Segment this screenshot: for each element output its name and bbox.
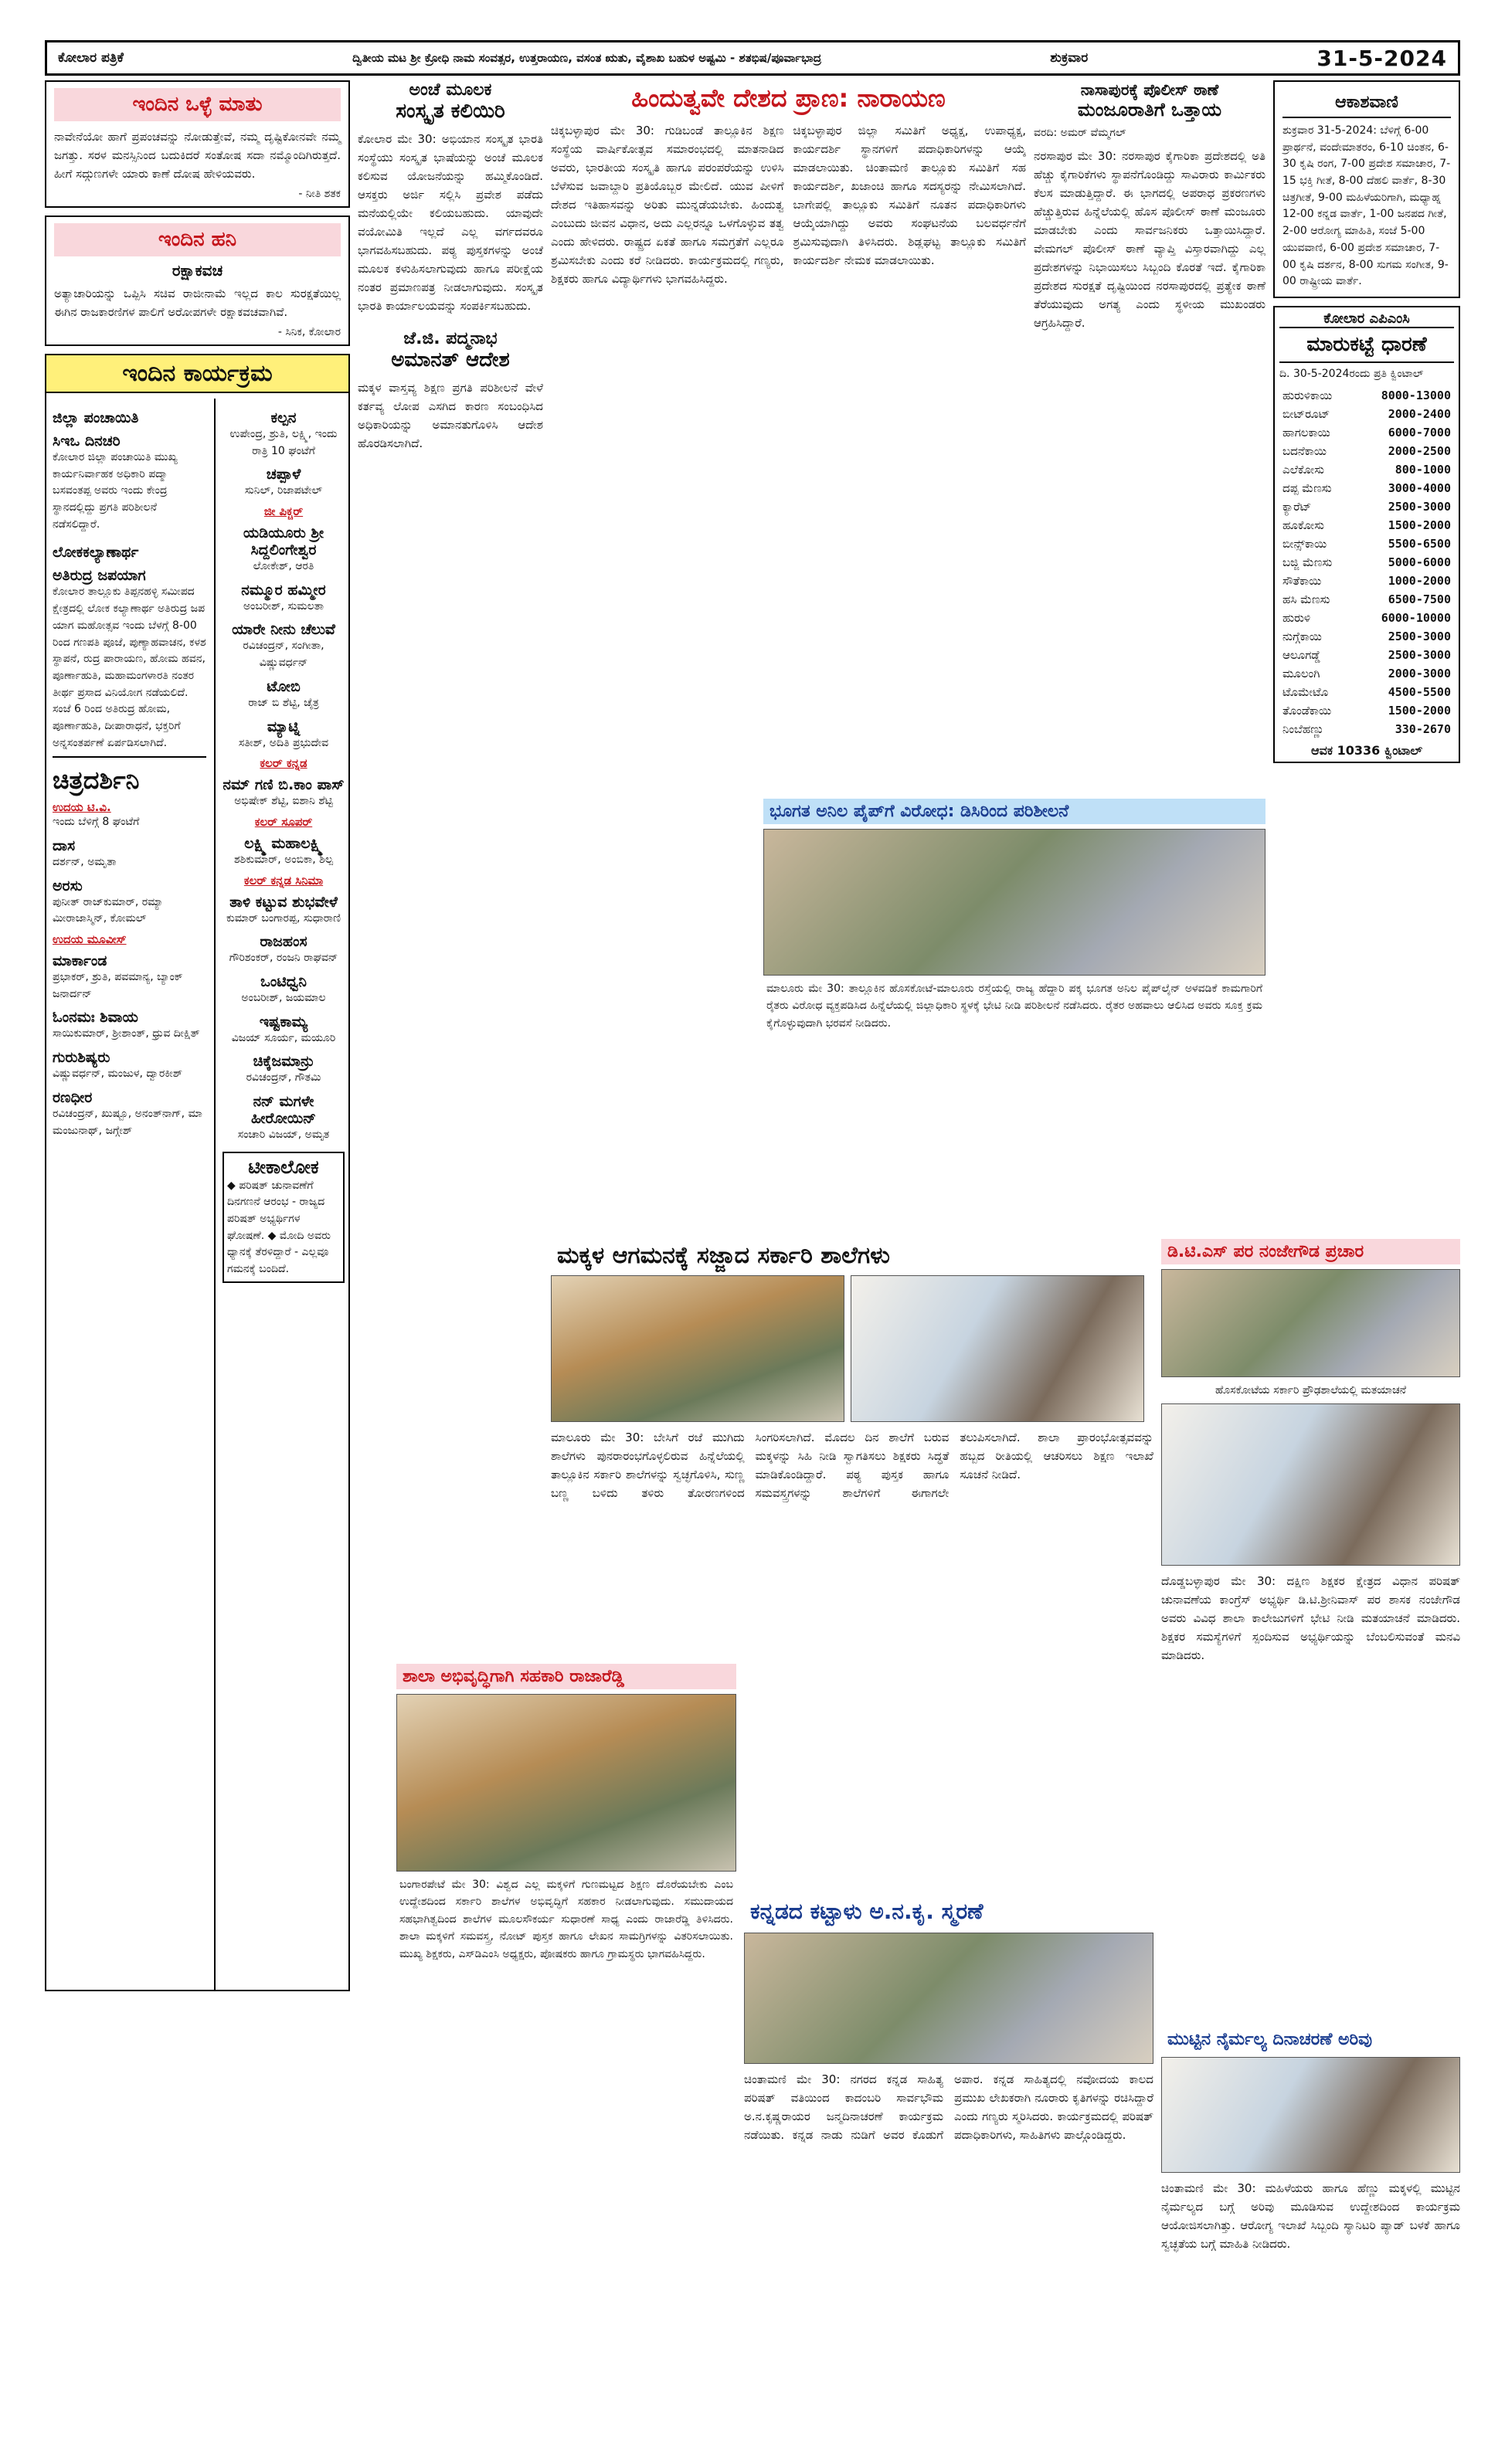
drop-text: ಅತ್ಯಾಚಾರಿಯನ್ನು ಒಪ್ಪಿಸಿ ಸಚಿವ ರಾಜೀನಾಮೆ ಇಲ್ಲದ ಕಾಲ ಸುರಕ್ಷತೆಯಿಲ್ಲ ಈಗಿನ ರಾಜಕಾರಣಿಗಳ ಪಾಲಿಗೆ ಅರೋಪಗಳೇ ರಕ್ಷಾಕವಚವಾಗಿವೆ. (54, 287, 341, 319)
raja-reddy-headline: ಶಾಲಾ ಅಭಿವೃದ್ಧಿಗಾಗಿ ಸಹಕಾರಿ ರಾಜಾರೆಡ್ಡಿ (396, 1664, 736, 1689)
anakru-text: ಚಿಂತಾಮಣಿ ಮೇ 30: ನಗರದ ಕನ್ನಡ ಸಾಹಿತ್ಯ ಪರಿಷತ್ ವತಿಯಿಂದ ಕಾದಂಬರಿ ಸಾರ್ವಭೌಮ ಅ.ನ.ಕೃಷ್ಣರಾಯರ ಜನ್ಮದಿನಾಚರಣೆ ಕಾರ್ಯಕ್ರಮ ನಡೆಯಿತು. ಕನ್ನಡ ನಾಡು ನುಡಿಗೆ ಅವರ ಕೊಡುಗೆ ಅಪಾರ. ಕನ್ನಡ ಸಾಹಿತ್ಯದಲ್ಲಿ ನವೋದಯ ಕಾಲದ ಪ್ರಮುಖ ಲೇಖಕರಾಗಿ ನೂರಾರು ಕೃತಿಗಳನ್ನು ರಚಿಸಿದ್ದಾರೆ ಎಂದು ಗಣ್ಯರು ಸ್ಮರಿಸಿದರು. ಕಾರ್ಯಕ್ರಮದಲ್ಲಿ ಪರಿಷತ್ ಪದಾಧಿಕಾರಿಗಳು, ಸಾಹಿತಿಗಳು ಪಾಲ್ಗೊಂಡಿದ್ದರು. (744, 2072, 1153, 2142)
market-arrival: ಆವಕ 10336 ಕ್ವಿಂಟಾಲ್ (1311, 742, 1422, 758)
vegetable-name: ಹುರುಳಿಕಾಯಿ (1282, 388, 1333, 402)
movie-title: ಲಕ್ಷ್ಮಿ ಮಹಾಲಕ್ಷ್ಮಿ (244, 834, 323, 852)
gas-pipe-headline: ಭೂಗತ ಅನಿಲ ಪೈಪ್‌ಗೆ ವಿರೋಧ: ಡಿಸಿರಿಂದ ಪರಿಶೀಲನೆ (763, 799, 1265, 824)
movie-cast: ಸಾಯಿಕುಮಾರ್, ಶ್ರೀಶಾಂತ್, ಧ್ರುವ ದೀಕ್ಷಿತ್ (53, 1027, 200, 1040)
dts-text: ದೊಡ್ಡಬಳ್ಳಾಪುರ ಮೇ 30: ದಕ್ಷಿಣ ಶಿಕ್ಷಕರ ಕ್ಷೇತ್ರದ ವಿಧಾನ ಪರಿಷತ್ ಚುನಾವಣೆಯ ಕಾಂಗ್ರೆಸ್ ಅಭ್ಯರ್ಥಿ ಡಿ.ಟಿ.ಶ್ರೀನಿವಾಸ್ ಪರ ಶಾಸಕ ನಂಜೇಗೌಡ ಅವರು ವಿವಿಧ ಶಾಲಾ ಕಾಲೇಜುಗಳಿಗೆ ಭೇಟಿ ನೀಡಿ ಮತಯಾಚನೆ ಮಾಡಿದರು. ಶಿಕ್ಷಕರ ಸಮಸ್ಯೆಗಳಿಗೆ ಸ್ಪಂದಿಸುವ ಅಭ್ಯರ್ಥಿಯನ್ನು ಬೆಂಬಲಿಸುವಂತೆ ಮನವಿ ಮಾಡಿದರು. (1161, 1574, 1460, 1663)
police-title: ನಾಸಾಪುರಕ್ಕೆ ಪೊಲೀಸ್ ಠಾಣೆ (1080, 80, 1219, 99)
movie-cast: ಅಭಿಷೇಕ್ ಶೆಟ್ಟಿ, ಐಶಾನಿ ಶೆಟ್ಟಿ (234, 795, 333, 808)
movie-title: ದಾಸ (53, 837, 76, 854)
vegetable-price: 4500-5500 (1388, 684, 1451, 699)
cinema-title: ಚಿತ್ರದರ್ಶಿನಿ (53, 765, 140, 796)
vegetable-price: 8000-13000 (1381, 388, 1451, 402)
zp-head: ಜಿಲ್ಲಾ ಪಂಚಾಯಿತಿ (53, 409, 139, 426)
vegetable-price: 2500-3000 (1388, 629, 1451, 643)
channel-colors-super: ಕಲರ್ ಸೂಪರ್ (254, 814, 313, 829)
movie-cast: ಉಪೇಂದ್ರ, ಶ್ರುತಿ, ಲಕ್ಷ್ಮಿ, ಇಂದು ರಾತ್ರಿ 10 ಘಂಟೆಗೆ (229, 428, 338, 457)
vegetable-name: ಎಲೆಕೋಸು (1282, 462, 1324, 477)
programs-right (218, 399, 349, 1288)
movie-title: ಚಿಕ್ಕೆಜಮಾನ್ರು (253, 1053, 314, 1071)
vegetable-price: 2500-3000 (1388, 647, 1451, 662)
sanskrit-heading (358, 80, 543, 124)
movie-title: ನಮ್ಮೂರ ಹಮ್ಮೀರ (241, 581, 326, 599)
tele-title: ಟೀಕಾಲೋಕ (248, 1156, 319, 1178)
good-word-sign: - ನೀತಿ ಶತಕ (298, 188, 341, 200)
suspension-heading (358, 329, 543, 372)
dts-photo-2 (1161, 1403, 1460, 1566)
channel-zee-picture: ಜೀ ಪಿಕ್ಚರ್ (263, 504, 304, 519)
police-heading (1034, 80, 1265, 120)
suspension-text: ಮಕ್ಕಳ ವಾಸ್ತವ್ಯ ಶಿಕ್ಷಣ ಪ್ರಗತಿ ಪರಿಶೀಲನೆ ವೇಳೆ ಕರ್ತವ್ಯ ಲೋಪ ಎಸಗಿದ ಕಾರಣ ಸಂಬಂಧಿಸಿದ ಅಧಿಕಾರಿಯನ್ನು ಅಮಾನತುಗೊಳಿಸಿ ಆದೇಶ ಹೊರಡಿಸಲಾಗಿದೆ. (358, 381, 543, 450)
committee-text: ಚಿಕ್ಕಬಳ್ಳಾಪುರ ಜಿಲ್ಲಾ ಸಮಿತಿಗೆ ಅಧ್ಯಕ್ಷ, ಉಪಾಧ್ಯಕ್ಷ, ಕಾರ್ಯದರ್ಶಿ ಸ್ಥಾನಗಳಿಗೆ ಪದಾಧಿಕಾರಿಗಳನ್ನು ಆಯ್ಕೆ ಮಾಡಲಾಯಿತು. ಚಿಂತಾಮಣಿ ತಾಲ್ಲೂಕು ಸಮಿತಿಗೆ ಸಹ ಕಾರ್ಯದರ್ಶಿ, ಖಜಾಂಚಿ ಹಾಗೂ ಸದಸ್ಯರನ್ನು ನೇಮಿಸಲಾಗಿದೆ. ಬಾಗೇಪಲ್ಲಿ ತಾಲ್ಲೂಕು ಸಮಿತಿಗೆ ನೂತನ ಪದಾಧಿಕಾರಿಗಳು ಆಯ್ಕೆಯಾಗಿದ್ದು ಅವರು ಸಂಘಟನೆಯ ಬಲವರ್ಧನೆಗೆ ಶ್ರಮಿಸುವುದಾಗಿ ತಿಳಿಸಿದರು. ಶಿಡ್ಲಘಟ್ಟ ತಾಲ್ಲೂಕು ಸಮಿತಿಗೆ ಕಾರ್ಯದರ್ಶಿ ನೇಮಕ ಮಾಡಲಾಯಿತು. (793, 124, 1026, 267)
hindutva-text: ಚಿಕ್ಕಬಳ್ಳಾಪುರ ಮೇ 30: ಗುಡಿಬಂಡೆ ತಾಲ್ಲೂಕಿನ ಶಿಕ್ಷಣ ಸಂಸ್ಥೆಯ ವಾರ್ಷಿಕೋತ್ಸವ ಸಮಾರಂಭದಲ್ಲಿ ಮಾತನಾಡಿದ ಅವರು, ಭಾರತೀಯ ಸಂಸ್ಕೃತಿ ಹಾಗೂ ಪರಂಪರೆಯನ್ನು ಉಳಿಸಿ ಬೆಳೆಸುವ ಜವಾಬ್ದಾರಿ ಪ್ರತಿಯೊಬ್ಬರ ಮೇಲಿದೆ. ಯುವ ಪೀಳಿಗೆ ದೇಶದ ಇತಿಹಾಸವನ್ನು ಅರಿತು ಮುನ್ನಡೆಯಬೇಕು. ಹಿಂದುತ್ವ ಎಂಬುದು ಜೀವನ ವಿಧಾನ, ಅದು ಎಲ್ಲರನ್ನೂ ಒಳಗೊಳ್ಳುವ ತತ್ವ ಎಂದು ಹೇಳಿದರು. ರಾಷ್ಟ್ರದ ಏಕತೆ ಹಾಗೂ ಸಮಗ್ರತೆಗೆ ಎಲ್ಲರೂ ಶ್ರಮಿಸಬೇಕು ಎಂದು ಕರೆ ನೀಡಿದರು. ಕಾರ್ಯಕ್ರಮದಲ್ಲಿ ಗಣ್ಯರು, ಶಿಕ್ಷಕರು ಹಾಗೂ ವಿದ್ಯಾರ್ಥಿಗಳು ಭಾಗವಹಿಸಿದ್ದರು. (551, 124, 784, 286)
market-row (1279, 646, 1454, 664)
dts-headline: ಡಿ.ಟಿ.ಎಸ್ ಪರ ನಂಜೇಗೌಡ ಪ್ರಚಾರ (1161, 1239, 1460, 1264)
market-row (1279, 386, 1454, 405)
movie-title: ಇಷ್ಟಕಾಮ್ಯ (259, 1013, 308, 1030)
schools-text: ಮಾಲೂರು ಮೇ 30: ಬೇಸಿಗೆ ರಜೆ ಮುಗಿದು ಶಾಲೆಗಳು ಪುನರಾರಂಭಗೊಳ್ಳಲಿರುವ ಹಿನ್ನೆಲೆಯಲ್ಲಿ ತಾಲ್ಲೂಕಿನ ಸರ್ಕಾರಿ ಶಾಲೆಗಳನ್ನು ಸ್ವಚ್ಛಗೊಳಿಸಿ, ಸುಣ್ಣ ಬಣ್ಣ ಬಳಿದು ತಳಿರು ತೋರಣಗಳಿಂದ ಸಿಂಗರಿಸಲಾಗಿದೆ. ಮೊದಲ ದಿನ ಶಾಲೆಗೆ ಬರುವ ಮಕ್ಕಳನ್ನು ಸಿಹಿ ನೀಡಿ ಸ್ವಾಗತಿಸಲು ಶಿಕ್ಷಕರು ಸಿದ್ಧತೆ ಮಾಡಿಕೊಂಡಿದ್ದಾರೆ. ಪಠ್ಯ ಪುಸ್ತಕ ಹಾಗೂ ಸಮವಸ್ತ್ರಗಳನ್ನು ಶಾಲೆಗಳಿಗೆ ಈಗಾಗಲೇ ತಲುಪಿಸಲಾಗಿದೆ. ಶಾಲಾ ಪ್ರಾರಂಭೋತ್ಸವವನ್ನು ಹಬ್ಬದ ರೀತಿಯಲ್ಲಿ ಆಚರಿಸಲು ಶಿಕ್ಷಣ ಇಲಾಖೆ ಸೂಚನೆ ನೀಡಿದೆ. (551, 1431, 1153, 1500)
hygiene-photo (1161, 2057, 1460, 2173)
channel-colors-kannada: ಕಲರ್ ಕನ್ನಡ (260, 756, 307, 771)
market-row (1279, 535, 1454, 553)
movie-cast: ಅಂಬರೀಶ್, ಸುಮಲತಾ (243, 599, 324, 613)
vegetable-price: 2000-2500 (1388, 443, 1451, 458)
vegetable-name: ತೊಂಡೆಕಾಯಿ (1282, 703, 1332, 718)
column-five (1034, 80, 1265, 332)
raja-reddy-story (396, 1664, 736, 1967)
ch1-time: ಇಂದು ಬೆಳಿಗ್ಗೆ 8 ಘಂಟೆಗೆ (53, 816, 140, 829)
hindutva-headline: ಹಿಂದುತ್ವವೇ ದೇಶದ ಪ್ರಾಣ: ನಾರಾಯಣ (631, 83, 946, 113)
dts-caption: ಹೊಸಕೋಟೆಯ ಸರ್ಕಾರಿ ಪ್ರೌಢಶಾಲೆಯಲ್ಲಿ ಮತಯಾಚನೆ (1215, 1384, 1407, 1397)
market-row (1279, 720, 1454, 738)
sanskrit-text: ಕೋಲಾರ ಮೇ 30: ಅಭಿಯಾನ ಸಂಸ್ಕೃತ ಭಾರತಿ ಸಂಸ್ಥೆಯು ಸಂಸ್ಕೃತ ಭಾಷೆಯನ್ನು ಅಂಚೆ ಮೂಲಕ ಕಲಿಸುವ ಯೋಜನೆಯನ್ನು ಹಮ್ಮಿಕೊಂಡಿದೆ. ಆಸಕ್ತರು ಅರ್ಜಿ ಸಲ್ಲಿಸಿ ಪ್ರವೇಶ ಪಡೆದು ಮನೆಯಲ್ಲಿಯೇ ಕಲಿಯಬಹುದು. ಯಾವುದೇ ವಯೋಮಿತಿ ಇಲ್ಲದೆ ಎಲ್ಲ ವರ್ಗದವರೂ ಭಾಗವಹಿಸಬಹುದು. ಪಠ್ಯ ಪುಸ್ತಕಗಳನ್ನು ಅಂಚೆ ಮೂಲಕ ಕಳುಹಿಸಲಾಗುವುದು ಹಾಗೂ ಪರೀಕ್ಷೆಯ ನಂತರ ಪ್ರಮಾಣಪತ್ರ ನೀಡಲಾಗುವುದು. ಸಂಸ್ಕೃತ ಭಾರತಿ ಕಾರ್ಯಾಲಯವನ್ನು ಸಂಪರ್ಕಿಸಬಹುದು. (358, 132, 543, 313)
gas-pipe-caption: ಮಾಲೂರು ಮೇ 30: ತಾಲ್ಲೂಕಿನ ಹೊಸಕೋಟೆ-ಮಾಲೂರು ರಸ್ತೆಯಲ್ಲಿ ರಾಜ್ಯ ಹೆದ್ದಾರಿ ಪಕ್ಕ ಭೂಗತ ಅನಿಲ ಪೈಪ್‌ಲೈನ್ ಅಳವಡಿಕೆ ಕಾಮಗಾರಿಗೆ ರೈತರು ವಿರೋಧ ವ್ಯಕ್ತಪಡಿಸಿದ ಹಿನ್ನೆಲೆಯಲ್ಲಿ ಜಿಲ್ಲಾಧಿಕಾರಿ ಸ್ಥಳಕ್ಕೆ ಭೇಟಿ ನೀಡಿ ಪರಿಶೀಲನೆ ನಡೆಸಿದರು. ರೈತರ ಅಹವಾಲು ಆಲಿಸಿದ ಅವರು ಸೂಕ್ತ ಕ್ರಮ ಕೈಗೊಳ್ಳುವುದಾಗಿ ಭರವಸೆ ನೀಡಿದರು. (766, 983, 1262, 1030)
vegetable-name: ಹುರುಳಿ (1282, 610, 1311, 625)
movie-cast: ಸುನಿಲ್, ರಿಜಾಪಟೇಲ್ (244, 484, 323, 497)
column-three (358, 80, 543, 453)
movie-cast: ಶಶಿಕುಮಾರ್, ಅಂಬಿಕಾ, ಶಿಲ್ಪ (234, 853, 333, 866)
lok-text: ಕೋಲಾರ ತಾಲ್ಲೂಕು ತಿಪ್ಪನಹಳ್ಳಿ ಸಮೀಪದ ಕ್ಷೇತ್ರದಲ್ಲಿ ಲೋಕ ಕಲ್ಯಾಣಾರ್ಥ ಅತಿರುದ್ರ ಜಪ ಯಾಗ ಮಹೋತ್ಸವ ಇಂದು ಬೆಳಗ್ಗೆ 8-00 ರಿಂದ ಗಣಪತಿ ಪೂಜೆ, ಪುಣ್ಯಾಹವಾಚನ, ಕಳಶ ಸ್ಥಾಪನೆ, ರುದ್ರ ಪಾರಾಯಣ, ಹೋಮ ಹವನ, ಪೂರ್ಣಾಹುತಿ, ಮಹಾಮಂಗಳಾರತಿ ನಂತರ ತೀರ್ಥ ಪ್ರಸಾದ ವಿನಿಯೋಗ ನಡೆಯಲಿದೆ. ಸಂಜೆ 6 ರಿಂದ ಅತಿರುದ್ರ ಹೋಮ, ಪೂರ್ಣಾಹುತಿ, ದೀಪಾರಾಧನೆ, ಭಕ್ತರಿಗೆ ಅನ್ನಸಂತರ್ಪಣೆ ಏರ್ಪಡಿಸಲಾಗಿದೆ. (53, 585, 206, 749)
radio-text: ಶುಕ್ರವಾರ 31-5-2024: ಬೆಳಿಗ್ಗೆ 6-00 ಪ್ರಾರ್ಥನೆ, ವಂದೇಮಾತರಂ, 6-10 ಚಿಂತನ, 6-30 ಕೃಷಿ ರಂಗ, 7-00 ಪ್ರದೇಶ ಸಮಾಚಾರ, 7-15 ಭಕ್ತಿ ಗೀತೆ, 8-00 ದೆಹಲಿ ವಾರ್ತೆ, 8-30 ಚಿತ್ರಗೀತೆ, 9-00 ಮಹಿಳೆಯರಿಗಾಗಿ, ಮಧ್ಯಾಹ್ನ 12-00 ಕನ್ನಡ ವಾರ್ತೆ, 1-00 ಜನಪದ ಗೀತೆ, 2-00 ಆರೋಗ್ಯ ಮಾಹಿತಿ, ಸಂಜೆ 5-00 ಯುವವಾಣಿ, 6-00 ಪ್ರದೇಶ ಸಮಾಚಾರ, 7-00 ಕೃಷಿ ದರ್ಶನ, 8-00 ಸುಗಮ ಸಂಗೀತ, 9-00 ರಾಷ್ಟ್ರೀಯ ವಾರ್ತೆ. (1282, 124, 1451, 288)
paper-name: ಕೋಲಾರ ಪತ್ರಿಕೆ (58, 50, 124, 66)
market-row (1279, 627, 1454, 646)
market-row (1279, 572, 1454, 590)
movie-title: ರಾಜಹಂಸ (260, 933, 307, 951)
market-row (1279, 423, 1454, 442)
channel-colors-kannada-cinema: ಕಲರ್ ಕನ್ನಡ ಸಿನಿಮಾ (243, 873, 324, 888)
vegetable-price: 2500-3000 (1388, 499, 1451, 514)
raja-reddy-photo (396, 1694, 736, 1872)
issue-date: 31-5-2024 (1316, 45, 1447, 71)
market-row (1279, 516, 1454, 535)
movie-cast: ಸಂಚಾರಿ ವಿಜಯ್, ಅಮೃತ (237, 1128, 330, 1141)
movie-cast: ಕುಮಾರ್ ಬಂಗಾರಪ್ಪ, ಸುಧಾರಾಣಿ (226, 911, 341, 925)
movie-title: ಮ್ಯಾಟ್ನಿ (267, 718, 301, 735)
panchanga-line: ದ್ವಿತೀಯ ಮಟ ಶ್ರೀ ಕ್ರೋಧಿ ನಾಮ ಸಂವತ್ಸರ, ಉತ್ತರಾಯಣ, ವಸಂತ ಋತು, ವೈಶಾಖ ಬಹುಳ ಅಷ್ಟಮಿ - ಶತಭಿಷ/ಪೂರ್ವಾಭಾದ್ರ (352, 51, 822, 65)
vegetable-price: 1000-2000 (1388, 573, 1451, 588)
market-row (1279, 609, 1454, 627)
market-row (1279, 590, 1454, 609)
vegetable-price: 3000-4000 (1388, 480, 1451, 495)
sanskrit-title-1: ಅಂಚೆ ಮೂಲಕ (409, 80, 492, 100)
right-column (1273, 80, 1460, 771)
vegetable-name: ಬೀಟ್‌ರೂಟ್ (1282, 406, 1330, 421)
vegetable-name: ಆಲೂಗಡ್ಡೆ (1282, 647, 1321, 662)
dts-story (1161, 1239, 1460, 1665)
schools-photo-2 (851, 1275, 1144, 1422)
vegetable-price: 1500-2000 (1388, 518, 1451, 532)
vegetable-name: ಬದನೆಕಾಯಿ (1282, 443, 1327, 458)
programs-title: ಇಂದಿನ ಕಾರ್ಯಕ್ರಮ (46, 355, 348, 393)
market-row (1279, 683, 1454, 701)
good-word-box (45, 80, 350, 208)
vegetable-name: ನಿಂಬೆಹಣ್ಣು (1282, 721, 1324, 736)
vegetable-price: 6000-7000 (1388, 425, 1451, 440)
movie-title: ಕಲ್ಪನ (270, 409, 297, 426)
good-word-text: ನಾವೇನೆಯೋ ಹಾಗೆ ಪ್ರಪಂಚವನ್ನು ನೋಡುತ್ತೇವೆ, ನಮ್ಮ ದೃಷ್ಟಿಕೋನವೇ ನಮ್ಮ ಜಗತ್ತು. ಸರಳ ಮನಸ್ಸಿನಿಂದ ಬದುಕಿದರೆ ಸಂತೋಷ ಸದಾ ನಮ್ಮೊಂದಿಗಿರುತ್ತದೆ. ಹೀಗೆ ಸದ್ಗುಣಗಳೇ ಯಾರು ಕಾಣೆ ದೋಷ ಹೇಳಿಯವರು. (54, 130, 341, 181)
tele-box (223, 1152, 345, 1283)
market-row (1279, 701, 1454, 720)
movie-cast: ರವಿಚಂದ್ರನ್, ಸಂಗೀತಾ, ವಿಷ್ಣುವರ್ಧನ್ (243, 640, 324, 670)
vegetable-price: 2000-3000 (1388, 666, 1451, 680)
vegetable-name: ಮೂಲಂಗಿ (1282, 666, 1320, 680)
vegetable-price: 800-1000 (1395, 462, 1451, 477)
hygiene-story (1161, 2027, 1460, 2253)
movie-cast: ರವಿಚಂದ್ರನ್, ಗೌತಮಿ (246, 1071, 321, 1084)
movie-cast: ವಿಜಯ್ ಸೂರ್ಯ, ಮಯೂರಿ (231, 1031, 336, 1044)
market-row (1279, 460, 1454, 479)
movie-cast: ದರ್ಶನ್, ಅಮೃತಾ (53, 856, 117, 868)
vegetable-name: ನುಗ್ಗೆಕಾಯಿ (1282, 629, 1322, 643)
vegetable-name: ಕ್ಯಾರೆಟ್ (1282, 499, 1312, 514)
left-column (45, 80, 350, 1999)
movie-title: ಓಂನಮಃ ಶಿವಾಯ (53, 1009, 138, 1027)
newspaper-page (45, 80, 1460, 2421)
drop-box (45, 216, 350, 346)
movie-title: ರಣಧೀರ (53, 1088, 93, 1106)
vegetable-price: 5500-6500 (1388, 536, 1451, 551)
schools-photo-1 (551, 1275, 844, 1422)
zp-text: ಕೋಲಾರ ಜಿಲ್ಲಾ ಪಂಚಾಯಿತಿ ಮುಖ್ಯ ಕಾರ್ಯನಿರ್ವಾಹಕ ಅಧಿಕಾರಿ ಪದ್ಮಾ ಬಸವಂತಪ್ಪ ಅವರು ಇಂದು ಕೇಂದ್ರ ಸ್ಥಾನದಲ್ಲಿದ್ದು ಪ್ರಗತಿ ಪರಿಶೀಲನೆ ನಡೆಸಲಿದ್ದಾರೆ. (53, 451, 178, 531)
weekday: ಶುಕ್ರವಾರ (1050, 50, 1089, 66)
market-title: ಮಾರುಕಟ್ಟೆ ಧಾರಣೆ (1279, 327, 1454, 363)
police-subtitle: ಮಂಜೂರಾತಿಗೆ ಒತ್ತಾಯ (1077, 99, 1222, 120)
schools-story (551, 1239, 1153, 1502)
movie-cast: ಲೋಕೇಶ್, ಆರತಿ (253, 560, 314, 573)
programs-left (46, 399, 212, 1144)
movie-title: ಒಂಟಿಧ್ವನಿ (260, 972, 307, 990)
market-table (1279, 386, 1454, 738)
movie-cast: ಸತೀಶ್, ಅದಿತಿ ಪ್ರಭುದೇವ (238, 736, 329, 749)
vegetable-name: ಸೌತೆಕಾಯಿ (1282, 573, 1322, 588)
movie-title: ಅರಸು (53, 877, 83, 894)
market-row (1279, 664, 1454, 683)
movie-cast: ಗೌರಿಶಂಕರ್, ರಂಜನಿ ರಾಘವನ್ (229, 952, 338, 965)
market-box (1273, 306, 1460, 763)
movie-cast: ಅಂಬರೀಶ್, ಜಯಮಾಲ (241, 991, 326, 1004)
anakru-story (744, 1896, 1153, 2144)
ceo-head: ಸಿಇಒ ದಿನಚರಿ (53, 433, 121, 450)
market-row (1279, 497, 1454, 516)
suspension-title-1: ಜೆ.ಜಿ. ಪದ್ಮನಾಭ (403, 329, 498, 348)
drop-subtitle: ರಕ್ಷಾಕವಚ (172, 261, 223, 280)
schools-headline: ಮಕ್ಕಳ ಆಗಮನಕ್ಕೆ ಸಜ್ಜಾದ ಸರ್ಕಾರಿ ಶಾಲೆಗಳು (557, 1242, 890, 1269)
programs-box (45, 354, 350, 1991)
vegetable-name: ಬೀನ್ಸ್‌ಕಾಯಿ (1282, 536, 1327, 551)
movie-cast: ಪ್ರಭಾಕರ್, ಶ್ರುತಿ, ಪವಮಾನ್ಯ, ಬ್ಯಾಂಕ್ ಜನಾರ್ದನ್ (53, 971, 183, 1000)
movie-title: ಟೋಬಿ (267, 677, 301, 695)
tele-text: ◆ ಪರಿಷತ್ ಚುನಾವಣೆಗೆ ದಿನಗಣನೆ ಆರಂಭ - ರಾಜ್ಯದ ಪರಿಷತ್ ಅಭ್ಯರ್ಥಿಗಳ ಘೋಷಣೆ. ◆ ಮೋದಿ ಅವರು ಧ್ಯಾನಕ್ಕೆ ತೆರಳಿದ್ದಾರೆ - ಎಲ್ಲವೂ ಗಮನಕ್ಕೆ ಬಂದಿದೆ. (227, 1179, 331, 1276)
movie-title: ಯಾರೇ ನೀನು ಚೆಲುವೆ (232, 621, 335, 639)
gas-pipe-photo (763, 829, 1265, 976)
apmc-head: ಕೋಲಾರ ಎಪಿಎಂಸಿ (1323, 310, 1410, 327)
raja-reddy-caption: ಬಂಗಾರಪೇಟೆ ಮೇ 30: ವಿಶ್ವದ ಎಲ್ಲ ಮಕ್ಕಳಿಗೆ ಗುಣಮಟ್ಟದ ಶಿಕ್ಷಣ ದೊರೆಯಬೇಕು ಎಂಬ ಉದ್ದೇಶದಿಂದ ಸರ್ಕಾರಿ ಶಾಲೆಗಳ ಅಭಿವೃದ್ಧಿಗೆ ಸಹಕಾರ ನೀಡಲಾಗುವುದು. ಸಮುದಾಯದ ಸಹಭಾಗಿತ್ವದಿಂದ ಶಾಲೆಗಳ ಮೂಲಸೌಕರ್ಯ ಸುಧಾರಣೆ ಸಾಧ್ಯ ಎಂದು ರಾಜಾರೆಡ್ಡಿ ತಿಳಿಸಿದರು. ಶಾಲಾ ಮಕ್ಕಳಿಗೆ ಸಮವಸ್ತ್ರ, ನೋಟ್ ಪುಸ್ತಕ ಹಾಗೂ ಲೇಖನ ಸಾಮಗ್ರಿಗಳನ್ನು ವಿತರಿಸಲಾಯಿತು. ಮುಖ್ಯ ಶಿಕ್ಷಕರು, ಎಸ್‌ಡಿಎಂಸಿ ಅಧ್ಯಕ್ಷರು, ಪೋಷಕರು ಹಾಗೂ ಗ್ರಾಮಸ್ಥರು ಭಾಗವಹಿಸಿದ್ದರು. (399, 1879, 733, 1960)
vegetable-name: ಹಸಿ ಮೆಣಸು (1282, 592, 1330, 606)
vegetable-name: ಬಜ್ಜಿ ಮೆಣಸು (1282, 555, 1333, 569)
movie-title: ನನ್ ಮಗಳೇ ಹೀರೋಯಿನ್ (250, 1093, 317, 1127)
anakru-headline: ಕನ್ನಡದ ಕಟ್ಟಾಳು ಅ.ನ.ಕೃ. ಸ್ಮರಣೆ (750, 1899, 984, 1924)
police-byline: ವರದಿ: ಅಮರ್ ವೆಮ್ಮಗಲ್ (1034, 127, 1126, 139)
market-row (1279, 479, 1454, 497)
lok-sub: ಅತಿರುದ್ರ ಜಪಯಾಗ (53, 567, 146, 585)
police-text: ನರಸಾಪುರ ಮೇ 30: ನರಸಾಪುರ ಕೈಗಾರಿಕಾ ಪ್ರದೇಶದಲ್ಲಿ ಅತಿ ಹೆಚ್ಚು ಕೈಗಾರಿಕೆಗಳು ಸ್ಥಾಪನೆಗೊಂಡಿದ್ದು ಸಾವಿರಾರು ಕಾರ್ಮಿಕರು ಕೆಲಸ ಮಾಡುತ್ತಿದ್ದಾರೆ. ಈ ಭಾಗದಲ್ಲಿ ಅಪರಾಧ ಪ್ರಕರಣಗಳು ಹೆಚ್ಚುತ್ತಿರುವ ಹಿನ್ನೆಲೆಯಲ್ಲಿ ಹೊಸ ಪೊಲೀಸ್ ಠಾಣೆ ಮಂಜೂರು ಮಾಡಬೇಕು ಎಂದು ಸಾರ್ವಜನಿಕರು ಒತ್ತಾಯಿಸಿದ್ದಾರೆ. ವೇಮಗಲ್ ಪೊಲೀಸ್ ಠಾಣೆ ವ್ಯಾಪ್ತಿ ವಿಸ್ತಾರವಾಗಿದ್ದು ಎಲ್ಲ ಪ್ರದೇಶಗಳನ್ನು ನಿಭಾಯಿಸಲು ಸಿಬ್ಬಂದಿ ಕೊರತೆ ಇದೆ. ಕೈಗಾರಿಕಾ ಪ್ರದೇಶದ ಸುರಕ್ಷತೆ ದೃಷ್ಟಿಯಿಂದ ನರಸಾಪುರದಲ್ಲಿ ಪ್ರತ್ಯೇಕ ಠಾಣೆ ತೆರೆಯುವುದು ಅಗತ್ಯ ಎಂದು ಸ್ಥಳೀಯ ಮುಖಂಡರು ಆಗ್ರಹಿಸಿದ್ದಾರೆ. (1034, 148, 1265, 330)
movie-cast: ರವಿಚಂದ್ರನ್, ಖುಷ್ಬೂ, ಅನಂತ್‌ನಾಗ್, ಮಾ ಮಂಜುನಾಥ್, ಜಗ್ಗೇಶ್ (53, 1107, 202, 1137)
drop-sign: - ಸಿನಿಕ, ಕೋಲಾರ (277, 326, 341, 338)
gas-pipe-story (763, 799, 1265, 1037)
movie-cast: ಪುನೀತ್ ರಾಜ್‌ಕುಮಾರ್, ರಮ್ಯಾ ಮೀರಾಜಾಸ್ಮಿನ್, ಕೋಮಲ್ (53, 895, 164, 925)
suspension-title-2: ಅಮಾನತ್ ಆದೇಶ (391, 348, 510, 372)
movie-cast: ರಾಜ್ ಬಿ ಶೆಟ್ಟಿ, ಚೈತ್ರ (248, 696, 319, 709)
movie-title: ತಾಳಿ ಕಟ್ಟುವ ಶುಭವೇಳೆ (229, 893, 338, 911)
radio-title: ಆಕಾಶವಾಣಿ (1282, 88, 1451, 118)
movie-cast: ವಿಷ್ಣುವರ್ಧನ್, ಮಂಜುಳ, ದ್ವಾರಕೀಶ್ (53, 1067, 183, 1081)
vegetable-name: ಹೂಕೋಸು (1282, 518, 1324, 532)
vegetable-name: ಹಾಗಲಕಾಯಿ (1282, 425, 1330, 440)
vegetable-price: 5000-6000 (1388, 555, 1451, 569)
vegetable-name: ದಪ್ಪ ಮೆಣಸು (1282, 480, 1332, 495)
vegetable-price: 6000-10000 (1381, 610, 1451, 625)
sanskrit-title-2: ಸಂಸ್ಕೃತ ಕಲಿಯಿರಿ (396, 100, 505, 123)
dts-photo-1 (1161, 1269, 1460, 1377)
lok-head: ಲೋಕಕಲ್ಯಾಣಾರ್ಥ (53, 544, 139, 562)
masthead (45, 40, 1460, 76)
market-note: ದಿ. 30-5-2024ರಂದು ಪ್ರತಿ ಕ್ವಿಂಟಾಲ್ (1279, 367, 1424, 380)
hygiene-text: ಚಿಂತಾಮಣಿ ಮೇ 30: ಮಹಿಳೆಯರು ಹಾಗೂ ಹೆಣ್ಣು ಮಕ್ಕಳಲ್ಲಿ ಮುಟ್ಟಿನ ನೈರ್ಮಲ್ಯದ ಬಗ್ಗೆ ಅರಿವು ಮೂಡಿಸುವ ಉದ್ದೇಶದಿಂದ ಕಾರ್ಯಕ್ರಮ ಆಯೋಜಿಸಲಾಗಿತ್ತು. ಆರೋಗ್ಯ ಇಲಾಖೆ ಸಿಬ್ಬಂದಿ ಸ್ಯಾನಿಟರಿ ಪ್ಯಾಡ್ ಬಳಕೆ ಹಾಗೂ ಸ್ವಚ್ಛತೆಯ ಬಗ್ಗೆ ಮಾಹಿತಿ ನೀಡಿದರು. (1161, 2181, 1460, 2251)
drop-title: ಇಂದಿನ ಹನಿ (54, 223, 341, 256)
radio-box (1273, 80, 1460, 298)
vegetable-name: ಟೊಮೇಟೊ (1282, 684, 1329, 699)
movie-title: ಮಾರ್ಕಾಂಡ (53, 952, 107, 970)
movie-title: ನಮ್ ಗಣಿ ಬಿ.ಕಾಂ ಪಾಸ್ (223, 776, 345, 794)
market-row (1279, 405, 1454, 423)
channel-udaya-movies: ಉದಯ ಮೂವೀಸ್ (53, 932, 127, 947)
movie-title: ಗುರುಶಿಷ್ಯರು (53, 1049, 110, 1067)
vegetable-price: 6500-7500 (1388, 592, 1451, 606)
good-word-title: ಇಂದಿನ ಒಳ್ಳೆ ಮಾತು (54, 88, 341, 121)
channel-udaya-tv: ಉದಯ ಟಿ.ವಿ. (53, 800, 111, 815)
center-column (551, 80, 1026, 288)
vegetable-price: 2000-2400 (1388, 406, 1451, 421)
market-row (1279, 553, 1454, 572)
vegetable-price: 330-2670 (1395, 721, 1451, 736)
anakru-photo (744, 1933, 1153, 2064)
movie-title: ಯಡಿಯೂರು ಶ್ರೀ ಸಿದ್ದಲಿಂಗೇಶ್ವರ (243, 524, 324, 559)
movie-title: ಚಪ್ಪಾಳೆ (266, 466, 301, 484)
vegetable-price: 1500-2000 (1388, 703, 1451, 718)
market-row (1279, 442, 1454, 460)
hygiene-headline: ಮುಟ್ಟಿನ ನೈರ್ಮಲ್ಯ ದಿನಾಚರಣೆ ಅರಿವು (1167, 2030, 1373, 2049)
